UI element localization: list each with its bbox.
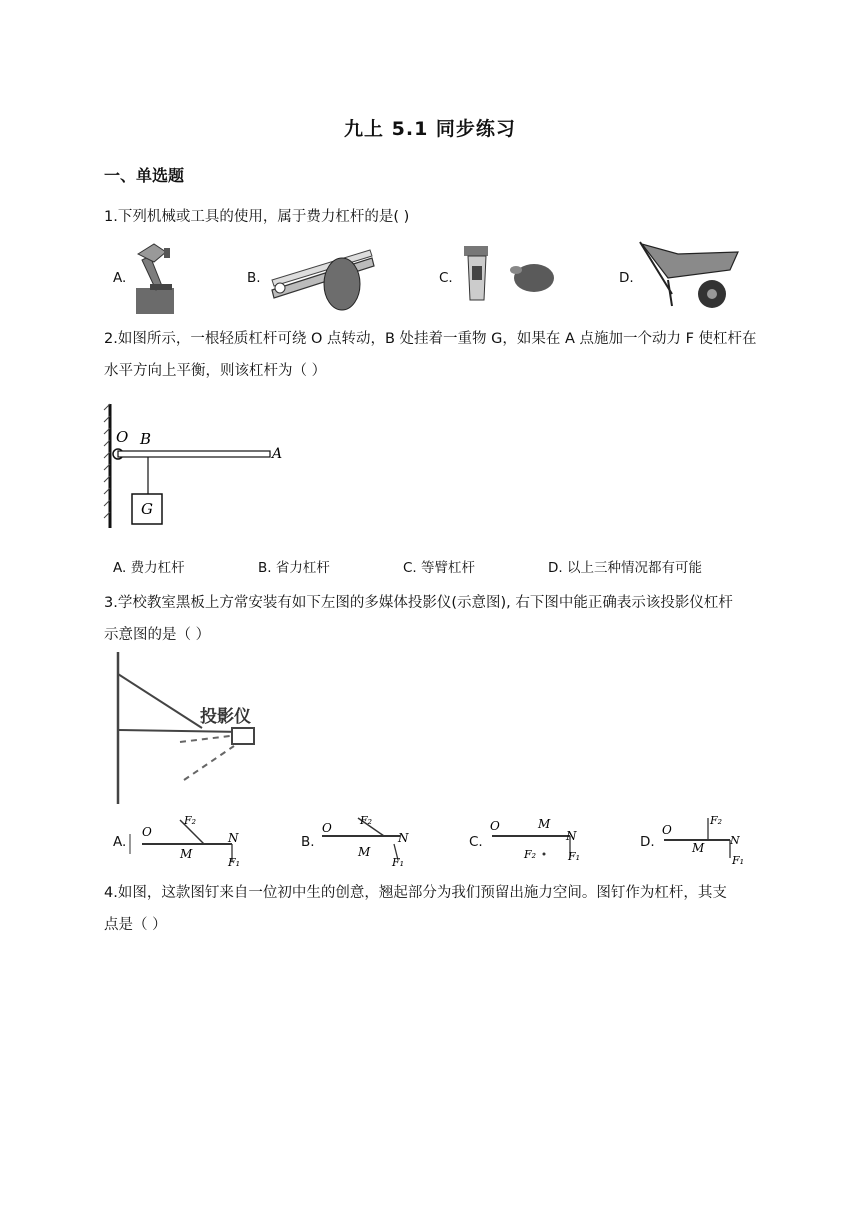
question-3-stem-line2: 示意图的是（ ） [104, 627, 211, 643]
label-o: O [142, 825, 152, 839]
question-4-stem-line2: 点是（ ） [104, 917, 167, 933]
q3-option-c-diagram [486, 810, 596, 868]
q2-option-d: D. 以上三种情况都有可能 [548, 560, 702, 576]
label-f1: F₁ [392, 856, 405, 869]
label-f2: F₂ [710, 814, 723, 827]
projector-label: 投影仪 [200, 707, 251, 727]
label-n: N [228, 831, 239, 845]
q1-option-c-label: C. [439, 270, 453, 286]
q2-option-c: C. 等臂杠杆 [403, 560, 476, 576]
q1-option-b-label: B. [247, 270, 261, 286]
label-f2: F₂ [360, 814, 373, 827]
q1-option-a-image [132, 240, 180, 316]
label-n: N [730, 834, 740, 847]
q1-option-a-label: A. [113, 270, 127, 286]
label-g: G [141, 500, 153, 518]
q1-option-d-label: D. [619, 270, 634, 286]
label-f2: F₂ [524, 848, 537, 861]
q2-option-b: B. 省力杠杆 [258, 560, 330, 576]
q3-option-a-label: A. [113, 834, 127, 850]
label-f1: F₁ [228, 856, 241, 869]
label-n: N [398, 831, 409, 845]
label-m: M [538, 817, 551, 831]
label-f1: F₁ [732, 854, 745, 867]
q3-option-d-diagram [660, 810, 760, 868]
label-o: O [490, 819, 500, 833]
q1-option-d-image [638, 240, 740, 312]
label-m: M [358, 845, 371, 859]
q2-option-a: A. 费力杠杆 [113, 560, 185, 576]
q3-option-d-label: D. [640, 834, 655, 850]
question-1-stem: 1.下列机械或工具的使用，属于费力杠杆的是( ) [104, 209, 410, 225]
q2-lever-figure [104, 400, 294, 532]
question-4-stem-line1: 4.如图，这款图钉来自一位初中生的创意，翘起部分为我们预留出施力空间。图钉作为杠杆，其支 [104, 885, 727, 901]
label-o: O [116, 428, 129, 446]
label-b: B [140, 430, 152, 448]
q3-option-a-diagram [128, 810, 248, 868]
q3-projector-figure [104, 650, 264, 806]
label-m: M [180, 847, 193, 861]
q1-option-c-image [458, 240, 558, 308]
q3-option-b-diagram [320, 810, 420, 868]
q1-option-b-image [266, 244, 380, 314]
page-title: 九上 5.1 同步练习 [344, 118, 516, 140]
section-heading: 一、单选题 [104, 166, 185, 185]
label-n: N [566, 829, 577, 843]
label-o: O [662, 823, 672, 837]
label-m: M [692, 841, 705, 855]
label-f2: F₂ [184, 814, 197, 827]
question-2-stem-line2: 水平方向上平衡，则该杠杆为（ ） [104, 363, 327, 379]
label-a: A [272, 446, 283, 462]
question-3-stem-line1: 3.学校教室黑板上方常安装有如下左图的多媒体投影仪(示意图), 右下图中能正确表示该投影仪杠杆 [104, 595, 733, 611]
q3-option-c-label: C. [469, 834, 483, 850]
label-f1: F₁ [568, 850, 581, 863]
label-o: O [322, 821, 332, 835]
q3-option-b-label: B. [301, 834, 315, 850]
question-2-stem-line1: 2.如图所示，一根轻质杠杆可绕 O 点转动，B 处挂着一重物 G，如果在 A 点施加一个动力 F 使杠杆在 [104, 331, 757, 347]
